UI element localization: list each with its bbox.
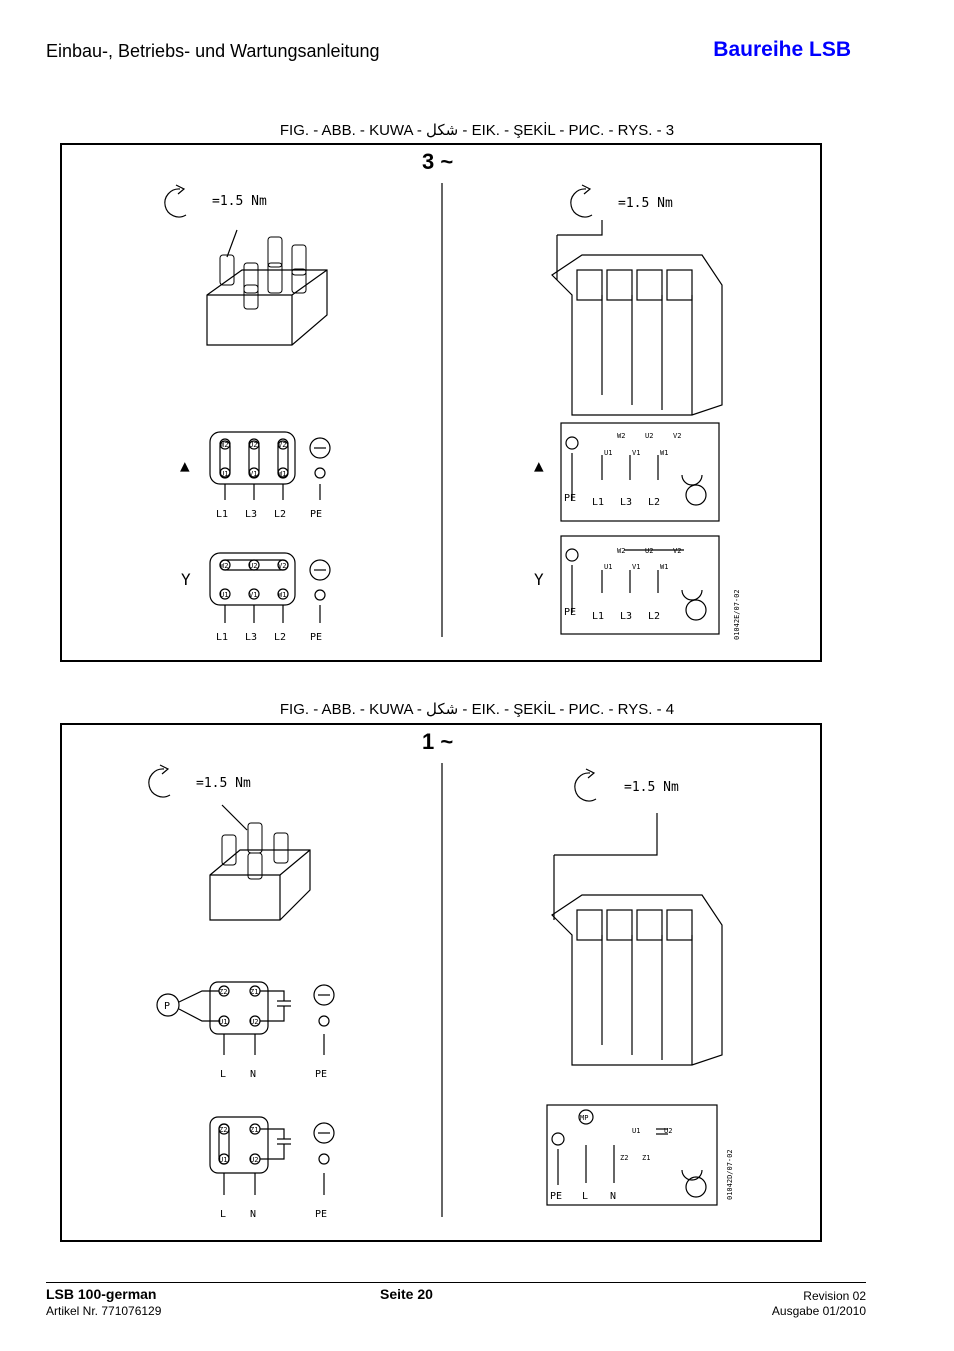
terminal-label: U2 [250, 1156, 259, 1164]
torque-arrow-icon [149, 769, 170, 797]
line-label: L2 [274, 632, 287, 643]
figure-4-code: 01042D/07-02 [726, 1149, 734, 1200]
terminal-label: U1 [219, 1018, 228, 1026]
delta-symbol-left: ▲ [180, 456, 190, 475]
p-label: P [164, 1001, 171, 1012]
line-label: PE [310, 632, 323, 643]
line-label: L1 [216, 632, 229, 643]
terminal-label: U2 [249, 441, 258, 449]
single-phase-strip-diagram [547, 1105, 717, 1205]
terminal-label: V1 [249, 591, 258, 599]
terminal-label: W2 [220, 441, 229, 449]
torque-arrow-icon [575, 773, 596, 801]
figure-4-phase-label: 1 ~ [422, 729, 454, 754]
capacitor-terminal-diagram-2 [210, 1117, 334, 1195]
terminal-label: W2 [220, 562, 229, 570]
star-strip-diagram [561, 536, 719, 634]
terminal-label: U1 [604, 449, 613, 457]
torque-arrow-icon [165, 189, 186, 217]
line-label: PE [564, 607, 577, 618]
line-label: N [250, 1209, 257, 1220]
line-label: L3 [620, 611, 633, 622]
line-label: PE [315, 1069, 328, 1080]
terminal-strip-3-phase-drawing [552, 220, 722, 415]
terminal-label: V2 [278, 441, 287, 449]
terminal-label: W1 [278, 470, 287, 478]
figure-4-wiring-diagram [60, 723, 822, 1242]
series-title: Baureihe LSB [713, 38, 851, 61]
line-label: L2 [648, 611, 661, 622]
torque-arrow-icon [571, 189, 592, 217]
footer-divider [46, 1282, 866, 1283]
line-label: PE [315, 1209, 328, 1220]
line-label: L1 [592, 611, 605, 622]
terminal-label: U2 [645, 432, 654, 440]
star-symbol-left: Y [181, 570, 191, 589]
terminal-label: U1 [604, 563, 613, 571]
line-label: L2 [274, 509, 287, 520]
figure-3-caption: FIG. - ABB. - KUWA - شكل - EIK. - ŞEKİL - РИС. - RYS. - 3 [279, 122, 675, 139]
terminal-label: Z1 [642, 1154, 651, 1162]
delta-strip-diagram [561, 423, 719, 521]
delta-symbol-right: ▲ [534, 456, 544, 475]
terminal-label: Z2 [219, 1126, 228, 1134]
torque-right-label: =1.5 Nm [624, 780, 679, 795]
line-label: L3 [245, 632, 258, 643]
line-label: L [220, 1069, 227, 1080]
figure-3-wiring-diagram [60, 143, 822, 662]
footer-model: LSB 100-german [46, 1286, 157, 1302]
terminal-label: V1 [249, 470, 258, 478]
terminal-label: U1 [220, 591, 229, 599]
document-title: Einbau-, Betriebs- und Wartungsanleitung [46, 41, 380, 61]
terminal-label: V1 [632, 563, 641, 571]
terminal-label: Z2 [219, 988, 228, 996]
terminal-label: Z2 [620, 1154, 629, 1162]
terminal-label: V2 [673, 547, 682, 555]
figure-4-drawing [62, 725, 820, 1240]
line-label: L [220, 1209, 227, 1220]
torque-left-label: =1.5 Nm [212, 194, 267, 209]
terminal-block-3-phase-drawing [207, 230, 327, 345]
torque-right-label: =1.5 Nm [618, 196, 673, 211]
line-label: N [250, 1069, 257, 1080]
line-label: L [582, 1191, 589, 1202]
footer-revision: Revision 02 [803, 1289, 866, 1303]
terminal-label: Z1 [250, 988, 259, 996]
terminal-label: U1 [220, 470, 229, 478]
terminal-label: U1 [219, 1156, 228, 1164]
terminal-label: U1 [632, 1127, 641, 1135]
terminal-label: U2 [664, 1127, 673, 1135]
figure-3-code: 01042E/07-02 [733, 589, 741, 640]
terminal-strip-1-phase-drawing [552, 813, 722, 1065]
line-label: L2 [648, 497, 661, 508]
terminal-label: W1 [278, 591, 287, 599]
terminal-label: U2 [249, 562, 258, 570]
line-label: PE [550, 1191, 563, 1202]
footer-page-number: Seite 20 [380, 1286, 433, 1302]
star-symbol-right: Y [534, 570, 544, 589]
line-label: PE [310, 509, 323, 520]
terminal-label: W2 [617, 432, 626, 440]
terminal-label: V2 [278, 562, 287, 570]
line-label: L1 [592, 497, 605, 508]
terminal-label: W1 [660, 449, 669, 457]
line-label: L3 [620, 497, 633, 508]
terminal-label: Z1 [250, 1126, 259, 1134]
line-label: L1 [216, 509, 229, 520]
torque-left-label: =1.5 Nm [196, 776, 251, 791]
mp-label: MP [580, 1114, 589, 1122]
line-label: PE [564, 493, 577, 504]
terminal-block-1-phase-drawing [210, 805, 310, 920]
figure-3-drawing [62, 145, 820, 660]
terminal-label: V2 [673, 432, 682, 440]
terminal-label: W1 [660, 563, 669, 571]
line-label: L3 [245, 509, 258, 520]
capacitor-terminal-diagram-1 [157, 982, 334, 1055]
footer-edition: Ausgabe 01/2010 [771, 1304, 866, 1318]
figure-3-phase-label: 3 ~ [422, 149, 454, 174]
terminal-label: U2 [645, 547, 654, 555]
figure-4-caption: FIG. - ABB. - KUWA - شكل - EIK. - ŞEKİL - РИС. - RYS. - 4 [279, 701, 675, 718]
terminal-label: W2 [617, 547, 626, 555]
footer-article-number: Artikel Nr. 771076129 [46, 1304, 162, 1318]
line-label: N [610, 1191, 617, 1202]
terminal-label: V1 [632, 449, 641, 457]
terminal-label: U2 [250, 1018, 259, 1026]
